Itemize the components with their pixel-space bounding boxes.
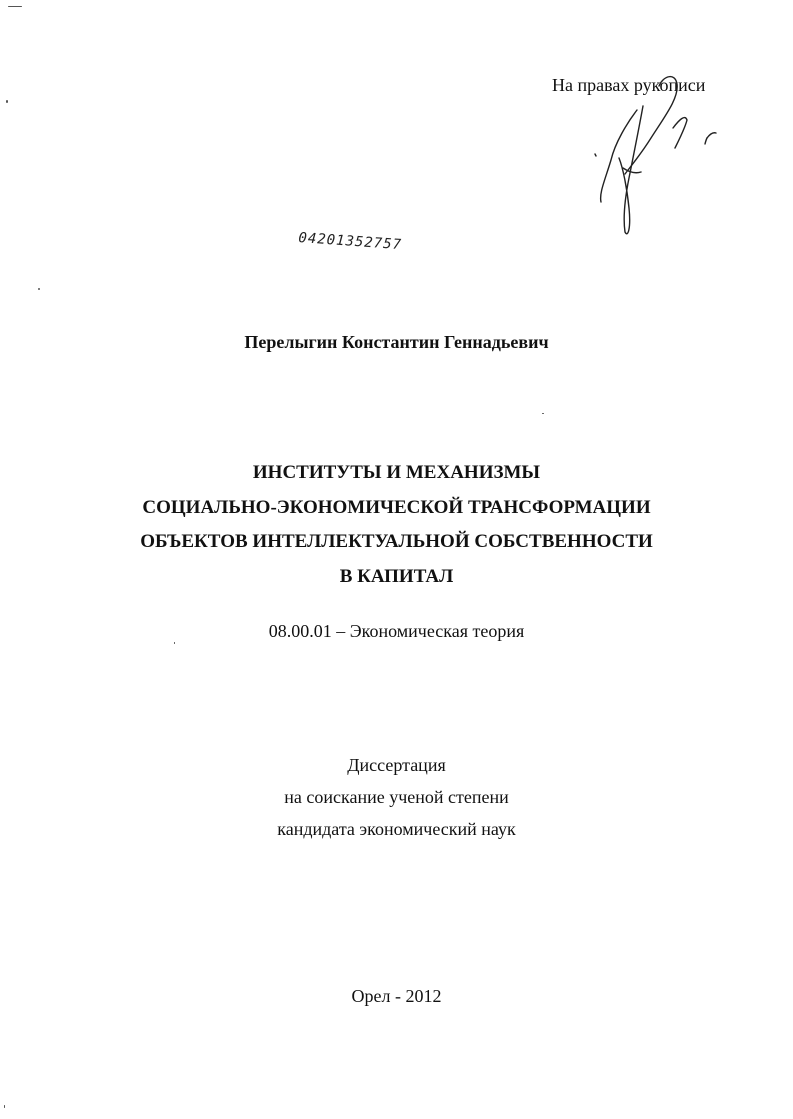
scan-speck <box>38 288 40 290</box>
specialty-code: 08.00.01 – Экономическая теория <box>268 621 525 641</box>
title-line: ОБЪЕКТОВ ИНТЕЛЛЕКТУАЛЬНОЙ СОБСТВЕННОСТИ <box>140 531 653 552</box>
city-year: Орел - 2012 <box>351 986 442 1006</box>
degree-line: Диссертация <box>347 755 446 775</box>
degree-line: на соискание ученой степени <box>284 787 509 807</box>
scan-speck <box>4 1105 5 1108</box>
scan-speck <box>6 100 8 103</box>
inventory-number: 04201352757 <box>297 230 403 254</box>
dissertation-title <box>0 456 793 594</box>
degree-statement <box>0 749 793 845</box>
manuscript-rights-label: На правах рукописи <box>552 75 706 95</box>
scan-speck <box>174 642 175 644</box>
author-name: Перелыгин Константин Геннадьевич <box>244 332 549 352</box>
title-line: В КАПИТАЛ <box>339 565 454 587</box>
title-line: ИНСТИТУТЫ И МЕХАНИЗМЫ <box>252 462 541 483</box>
title-line: СОЦИАЛЬНО-ЭКОНОМИЧЕСКОЙ ТРАНСФОРМАЦИИ <box>142 496 651 518</box>
scan-speck <box>8 6 22 7</box>
scan-speck <box>542 413 544 414</box>
signature-graphic <box>585 68 725 243</box>
degree-line: кандидата экономический наук <box>277 819 516 839</box>
